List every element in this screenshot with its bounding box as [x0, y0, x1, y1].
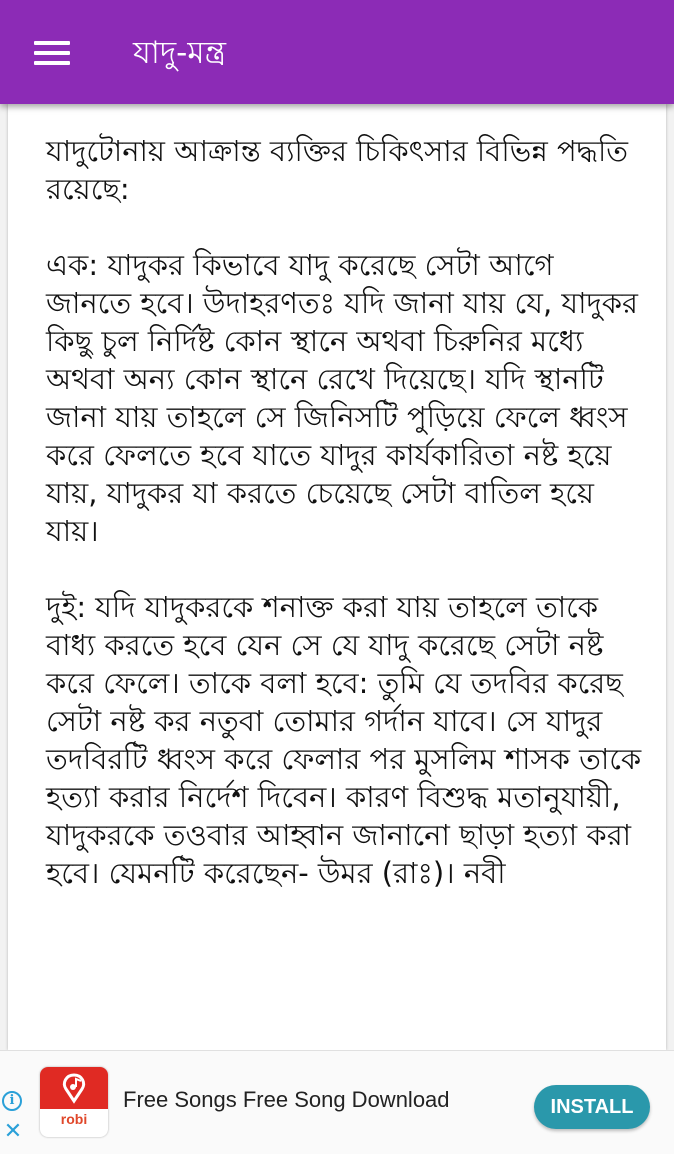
install-button[interactable]: INSTALL [534, 1085, 650, 1129]
music-note-icon [56, 1071, 92, 1107]
info-icon[interactable]: i [2, 1091, 22, 1111]
app-title: যাদু-মন্ত্র [133, 35, 227, 71]
ad-logo-brand: robi [60, 1111, 88, 1127]
article-card[interactable] [8, 104, 666, 1050]
ad-app-logo[interactable] [40, 1067, 108, 1137]
ad-banner[interactable] [0, 1050, 674, 1154]
close-icon[interactable]: ✕ [3, 1119, 23, 1144]
hamburger-menu-icon[interactable] [24, 30, 80, 76]
article-text: যাদুটোনায় আক্রান্ত ব্যক্তির চিকিৎসার বিভিন্ন পদ্ধতি রয়েছে: এক: যাদুকর কিভাবে যাদু করেছে সেটা আগে জানতে হবে। উদাহরণতঃ যদি জানা যায় যে, যাদুকর কিছু চুল নির্দিষ্ট কোন স্থানে অথবা চিরুনির মধ্যে অথবা অন্য কোন স্থানে রেখে দিয়েছে। যদি স্থানটি জানা যায় তাহলে সে জিনিসটি পুড়িয়ে ফেলে ধ্বংস করে ফেলতে হবে যাতে যাদুর কার্যকারিতা নষ্ট হয়ে যায়, যাদুকর যা করতে চেয়েছে সেটা বাতিল হয়ে যায়। দুই: যদি যাদুকরকে শনাক্ত করা যায় তাহলে তাকে বাধ্য করতে হবে যেন সে যে যাদু করেছে সেটা নষ্ট করে ফেলে। তাকে বলা হবে: তুমি যে তদবির করেছ সেটা নষ্ট কর নতুবা তোমার গর্দান যাবে। সে যাদুর তদবিরটি ধ্বংস করে ফেলার পর মুসলিম শাসক তাকে হত্যা করার নির্দেশ দিবেন। কারণ বিশুদ্ধ মতানুযায়ী, যাদুকরকে তওবার আহ্বান জানানো ছাড়া হত্যা করা হবে। যেমনটি করেছেন- উমর (রাঃ)। নবী [46, 134, 642, 890]
ad-headline[interactable]: Free Songs Free Song Download [123, 1087, 450, 1112]
app-bar [0, 0, 674, 104]
